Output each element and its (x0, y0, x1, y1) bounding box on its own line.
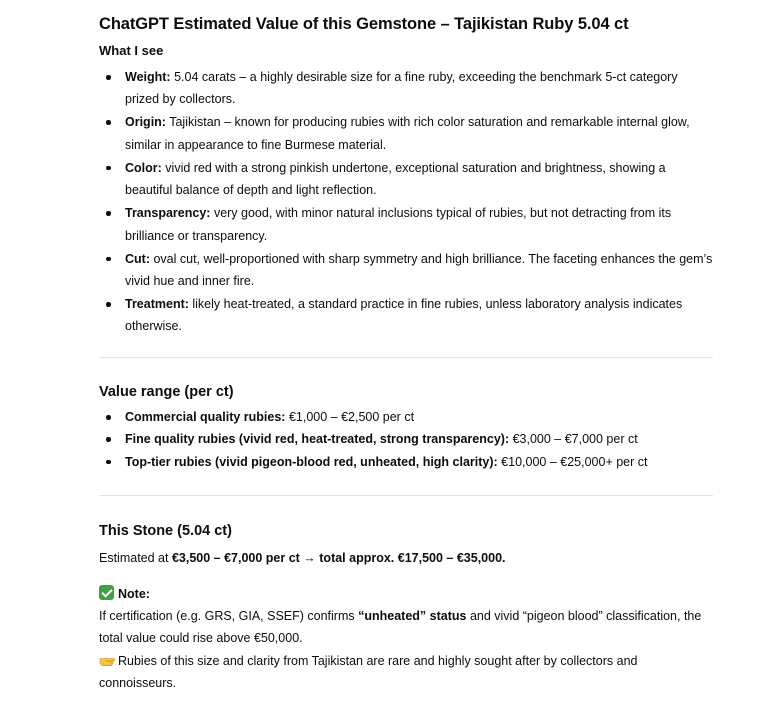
check-mark-icon (99, 585, 114, 600)
item-text: Tajikistan – known for producing rubies with rich color saturation and remarkable internal glow, similar in appearance to fine Burmese material. (125, 115, 690, 152)
tip-text: Rubies of this size and clarity from Tajikistan are rare and highly sought after by collectors and connoisseurs. (99, 654, 638, 691)
observation-list (99, 66, 714, 338)
item-label: Weight: (125, 70, 171, 84)
item-label: Color: (125, 160, 162, 175)
note-text-end: and vivid “pigeon blood” classification, the total value could rise above €50,000. (99, 609, 702, 646)
item-label: Transparency: (125, 206, 211, 221)
item-text: vivid red with a strong pinkish undertone, exceptional saturation and brightness, showing a beautiful balance of depth and light reflection. (125, 160, 666, 198)
list-item (99, 157, 714, 202)
estimate-paragraph (99, 547, 714, 569)
item-label: Cut: (125, 251, 150, 266)
page-title: ChatGPT Estimated Value of this Gemstone – Tajikistan Ruby 5.04 ct (99, 15, 629, 33)
estimate-value: €3,500 – €7,000 per ct → total approx. €17,500 – €35,000. (171, 551, 506, 565)
item-text: 5.04 carats – a highly desirable size for a fine ruby, exceeding the benchmark 5-ct category prized by collectors. (125, 70, 678, 107)
item-text: likely heat-treated, a standard practice in fine rubies, unless laboratory analysis indicates otherwise. (125, 297, 683, 334)
section-divider (99, 357, 713, 358)
value-range-list (99, 406, 714, 473)
note-paragraph (99, 605, 714, 650)
this-stone-heading: This Stone (5.04 ct) (99, 523, 232, 539)
list-item (99, 66, 714, 111)
list-item (99, 406, 714, 428)
list-item (99, 451, 714, 473)
list-item (99, 202, 714, 247)
item-text: very good, with minor natural inclusions typical of rubies, but not detracting from its brilliance or transparency. (125, 206, 672, 243)
estimate-prefix: Estimated at (99, 551, 172, 565)
list-item (99, 111, 714, 156)
item-text: €3,000 – €7,000 per ct (509, 432, 638, 447)
item-text: €10,000 – €25,000+ per ct (497, 454, 648, 469)
item-text: oval cut, well-proportioned with sharp symmetry and high brilliance. The faceting enhances the gem’s vivid hue and inner fire. (125, 251, 713, 289)
item-label: Commercial quality rubies: (125, 410, 286, 424)
list-item (99, 428, 714, 450)
tip-paragraph (99, 650, 714, 695)
list-item (99, 248, 714, 293)
note-label: Note: (118, 587, 150, 601)
note-bold-text: “unheated” status (358, 609, 467, 623)
what-i-see-heading: What I see (99, 43, 164, 58)
pointing-hand-icon (99, 654, 115, 666)
item-label: Top-tier rubies (vivid pigeon-blood red, unheated, high clarity): (125, 454, 498, 469)
item-label: Origin: (125, 115, 166, 130)
note-text-start: If certification (e.g. GRS, GIA, SSEF) confirms (99, 609, 359, 623)
item-label: Treatment: (125, 297, 189, 312)
value-range-heading: Value range (per ct) (99, 384, 234, 400)
item-label: Fine quality rubies (vivid red, heat-treated, strong transparency): (125, 432, 510, 447)
section-divider (99, 495, 713, 496)
note-heading (99, 583, 714, 605)
list-item (99, 293, 714, 338)
item-text: €1,000 – €2,500 per ct (285, 410, 415, 424)
